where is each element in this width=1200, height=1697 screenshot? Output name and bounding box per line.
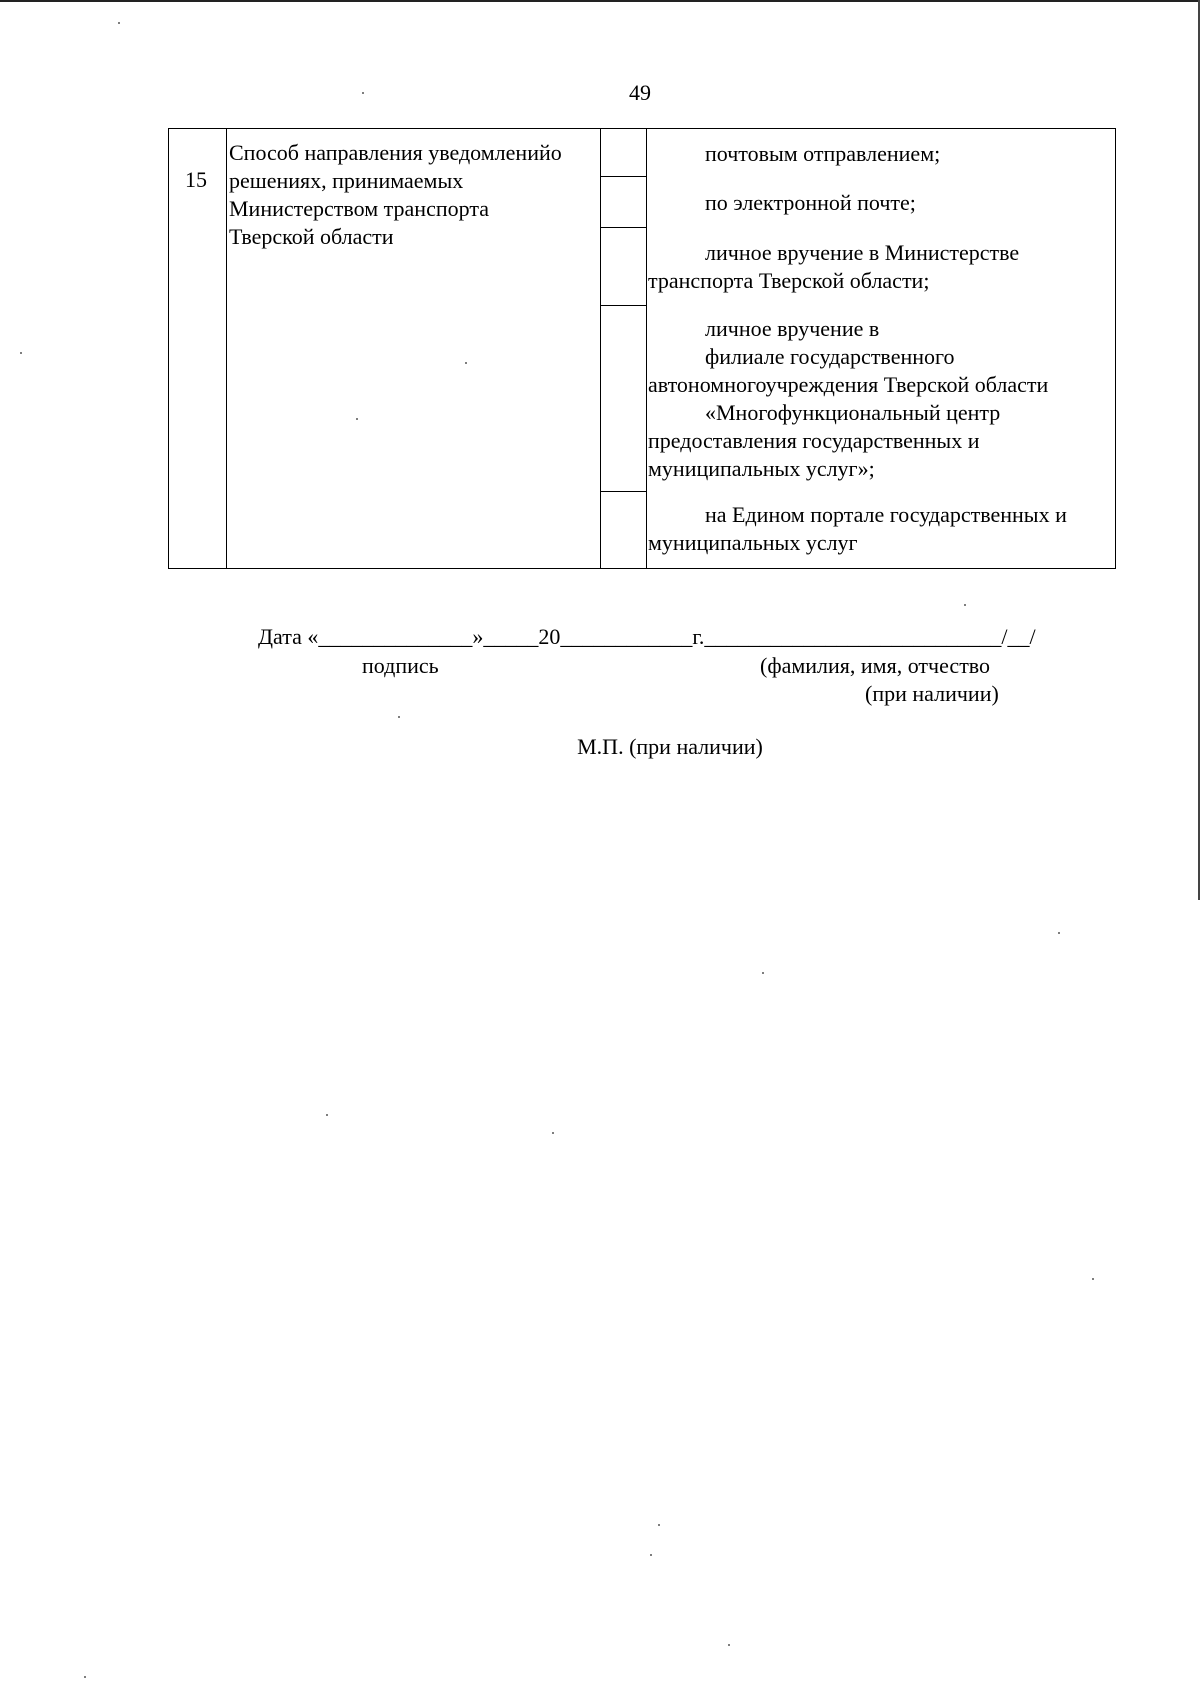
scan-speck [118, 22, 120, 24]
scan-speck [1058, 932, 1060, 934]
option-text: муниципальных услуг»; [648, 456, 875, 481]
row-number: 15 [185, 167, 207, 192]
option-text: «Многофункциональный центр [705, 400, 1001, 425]
page-number: 49 [629, 80, 651, 105]
row-label: Способ направления уведомленийо решениях, принимаемых Министерством транспорта Тверской области [229, 140, 562, 249]
option-text: муниципальных услуг [648, 530, 858, 555]
scan-speck [728, 1644, 730, 1646]
scan-speck [84, 1676, 86, 1678]
date-signature-line: Дата «______________»_____20____________г.___________________________/__/ [258, 624, 1036, 649]
option-text: транспорта Тверской области; [648, 268, 930, 293]
option-ministry [648, 239, 1118, 295]
checkbox-divider [600, 227, 646, 228]
table-divider [226, 129, 227, 568]
scan-speck [20, 352, 22, 354]
name-caption: (фамилия, имя, отчество [760, 653, 991, 678]
option-text: по электронной почте; [705, 190, 916, 215]
checkbox-divider [600, 305, 646, 306]
scan-speck [762, 972, 764, 974]
option-email [648, 189, 1118, 217]
notification-method-table [168, 128, 1116, 569]
checkbox-divider [600, 176, 646, 177]
scan-speck [356, 418, 358, 420]
scan-speck [658, 1524, 660, 1526]
scan-speck [326, 1114, 328, 1116]
option-text: предоставления государственных и [648, 428, 980, 453]
scan-speck [1092, 1278, 1094, 1280]
scan-speck [465, 362, 467, 364]
scan-speck [362, 92, 364, 94]
option-text: автономногоучреждения Тверской области [648, 372, 1049, 397]
option-portal [648, 501, 1118, 557]
table-divider [646, 129, 647, 568]
scan-speck [552, 1132, 554, 1134]
stamp-placeholder: М.П. (при наличии) [577, 734, 763, 759]
option-mfc [648, 315, 1118, 483]
option-text: личное вручение в Министерстве [705, 240, 1020, 265]
option-text: почтовым отправлением; [705, 141, 941, 166]
name-caption-note: (при наличии) [865, 681, 999, 706]
page-edge [0, 0, 1200, 2]
signature-caption: подпись [362, 653, 439, 678]
option-text: филиале государственного [705, 344, 955, 369]
option-postal [648, 140, 1118, 168]
option-text: личное вручение в [705, 316, 880, 341]
scan-speck [650, 1554, 652, 1556]
scan-speck [964, 604, 966, 606]
option-text: на Едином портале государственных и [705, 502, 1067, 527]
scan-speck [398, 716, 400, 718]
checkbox-divider [600, 491, 646, 492]
